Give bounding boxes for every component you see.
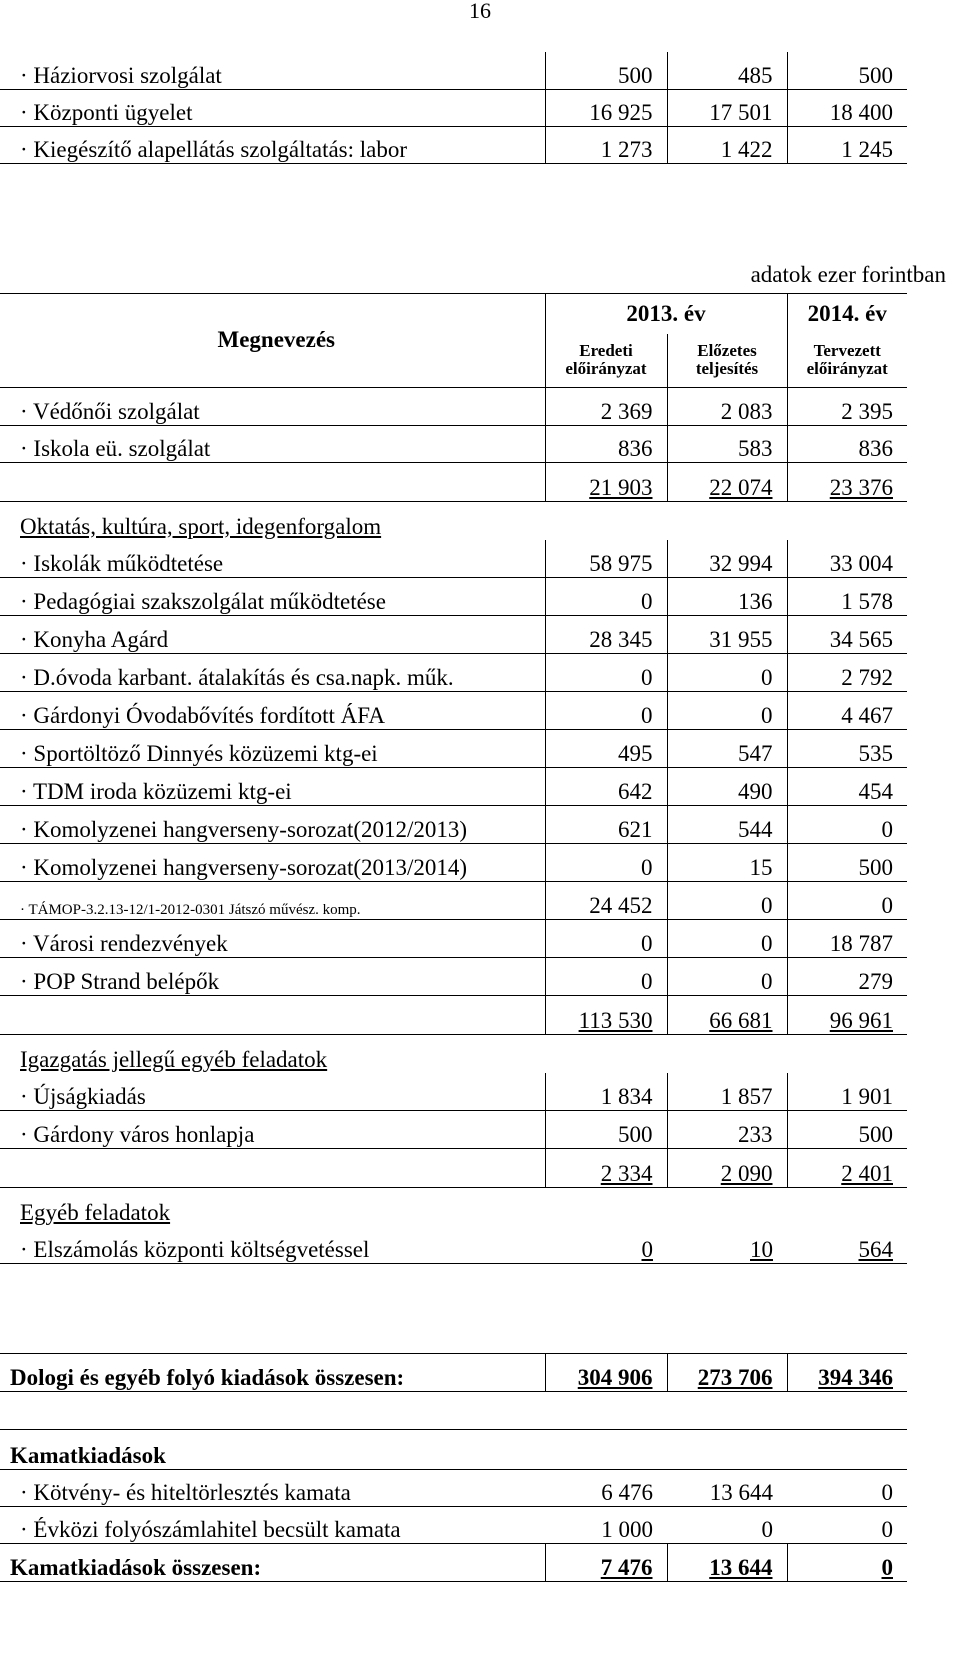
cell-v1: 58 975 (545, 540, 667, 578)
table-row (0, 1226, 907, 1264)
cell-v1: 642 (545, 768, 667, 806)
cell-v2: 31 955 (667, 616, 787, 654)
cell-v1: 6 476 (545, 1470, 667, 1507)
page-number: 16 (469, 0, 491, 23)
row-label: Oktatás, kultúra, sport, idegenforgalom (0, 502, 545, 540)
cell-v2 (667, 1392, 787, 1430)
cell-v1: 113 530 (545, 996, 667, 1035)
table-row (0, 1149, 907, 1188)
cell-v3: 500 (787, 52, 907, 89)
row-label: Kamatkiadások összesen: (0, 1544, 545, 1582)
cell-v3: 0 (787, 1470, 907, 1507)
cell-v2: 2 083 (667, 388, 787, 426)
cell-v2: 583 (667, 426, 787, 463)
row-label: · POP Strand belépők (0, 958, 545, 996)
row-label: · D.óvoda karbant. átalakítás és csa.napk. műk. (0, 654, 545, 692)
cell-v3: 500 (787, 844, 907, 882)
table-row (0, 1188, 907, 1226)
cell-v1: 21 903 (545, 463, 667, 502)
table-row (0, 1507, 907, 1544)
table-row (0, 540, 907, 578)
cell-v1: 0 (545, 920, 667, 958)
cell-v3: 0 (787, 806, 907, 844)
cell-v2: 13 644 (667, 1470, 787, 1507)
cell-v2: 2 090 (667, 1149, 787, 1188)
table-row (0, 1035, 907, 1073)
table-row (0, 844, 907, 882)
row-label: · Iskola eü. szolgálat (0, 426, 545, 463)
cell-v1: 2 334 (545, 1149, 667, 1188)
cell-v1: 1 000 (545, 1507, 667, 1544)
cell-v3: 18 787 (787, 920, 907, 958)
row-label (0, 463, 545, 502)
cell-v1: 0 (545, 958, 667, 996)
cell-v3: 0 (787, 1544, 907, 1582)
cell-v1: 500 (545, 52, 667, 89)
cell-v2: 22 074 (667, 463, 787, 502)
cell-v3: 500 (787, 1111, 907, 1149)
row-label: · Iskolák működtetése (20, 551, 224, 576)
cell-v3 (787, 1188, 907, 1226)
cell-v2: 0 (667, 654, 787, 692)
cell-v2: 547 (667, 730, 787, 768)
header-name: Megnevezés (0, 294, 545, 388)
row-label: · Elszámolás központi költségvetéssel (20, 1237, 370, 1262)
table-row (0, 654, 907, 692)
table-row (0, 996, 907, 1035)
cell-v2: 10 (750, 1237, 773, 1262)
table-row (0, 1392, 907, 1430)
cell-v2: 32 994 (667, 540, 787, 578)
cell-v1: 495 (545, 730, 667, 768)
row-label (0, 1149, 545, 1188)
row-label: · Újságkiadás (20, 1084, 146, 1109)
cell-v1: 1 834 (545, 1073, 667, 1111)
cell-v1: 621 (545, 806, 667, 844)
table-row (0, 920, 907, 958)
cell-v2: 490 (667, 768, 787, 806)
table-row (0, 1354, 907, 1392)
cell-v1: 0 (545, 654, 667, 692)
cell-v2 (667, 1430, 787, 1470)
header-col2: Előzetes teljesítés (667, 334, 787, 388)
cell-v2: 0 (667, 920, 787, 958)
row-label: · Konyha Agárd (0, 616, 545, 654)
cell-v1: 0 (545, 692, 667, 730)
cell-v1: 836 (545, 426, 667, 463)
cell-v1: 0 (641, 1237, 653, 1262)
table-health-services (0, 52, 907, 164)
cell-v3: 279 (787, 958, 907, 996)
row-label: · Pedagógiai szakszolgálat működtetése (0, 578, 545, 616)
cell-v2 (667, 1264, 787, 1354)
cell-v1: 1 273 (545, 126, 667, 163)
cell-v3: 33 004 (787, 540, 907, 578)
row-label: Kamatkiadások (0, 1430, 545, 1470)
table-row (0, 1544, 907, 1582)
row-label: · Komolyzenei hangverseny-sorozat(2012/2013) (0, 806, 545, 844)
cell-v1: 304 906 (545, 1354, 667, 1392)
cell-v3: 4 467 (787, 692, 907, 730)
cell-v2: 15 (667, 844, 787, 882)
cell-v3 (787, 502, 907, 540)
cell-v3: 0 (787, 1507, 907, 1544)
row-label: Dologi és egyéb folyó kiadások összesen: (0, 1354, 545, 1392)
cell-v2: 13 644 (667, 1544, 787, 1582)
cell-v1: 7 476 (545, 1544, 667, 1582)
header-year-2013: 2013. év (545, 294, 787, 334)
cell-v1: 16 925 (545, 89, 667, 126)
cell-v3 (787, 1035, 907, 1073)
cell-v3: 454 (787, 768, 907, 806)
cell-v2: 1 422 (667, 126, 787, 163)
cell-v3: 836 (787, 426, 907, 463)
cell-v2: 136 (667, 578, 787, 616)
cell-v1 (545, 1392, 667, 1430)
table-row (0, 426, 907, 463)
table-row (0, 52, 907, 89)
table-row (0, 730, 907, 768)
header-col1: Eredeti előirányzat (545, 334, 667, 388)
row-label: · Központi ügyelet (0, 89, 545, 126)
cell-v1 (545, 1430, 667, 1470)
cell-v1 (545, 1188, 667, 1226)
cell-v1: 500 (545, 1111, 667, 1149)
row-label: · Kötvény- és hiteltörlesztés kamata (0, 1470, 545, 1507)
table-row (0, 89, 907, 126)
unit-label: adatok ezer forintban (750, 262, 946, 287)
cell-v2: 544 (667, 806, 787, 844)
cell-v1 (545, 1035, 667, 1073)
cell-v3: 1 901 (787, 1073, 907, 1111)
cell-v2: 66 681 (667, 996, 787, 1035)
cell-v3: 23 376 (787, 463, 907, 502)
cell-v1: 28 345 (545, 616, 667, 654)
cell-v1: 0 (545, 844, 667, 882)
table-row (0, 692, 907, 730)
cell-v3: 2 401 (787, 1149, 907, 1188)
header-year-2014: 2014. év (787, 294, 907, 334)
cell-v2: 0 (667, 882, 787, 920)
row-label (0, 1264, 545, 1354)
cell-v3: 535 (787, 730, 907, 768)
row-label: · TÁMOP-3.2.13-12/1-2012-0301 Játszó művész. komp. (0, 882, 545, 920)
cell-v2: 233 (667, 1111, 787, 1149)
cell-v3: 564 (858, 1237, 893, 1262)
cell-v2: 485 (667, 52, 787, 89)
cell-v1 (545, 1264, 667, 1354)
row-label: · Évközi folyószámlahitel becsült kamata (0, 1507, 545, 1544)
cell-v2: 17 501 (667, 89, 787, 126)
row-label: Igazgatás jellegű egyéb feladatok (0, 1035, 545, 1073)
table-row (0, 1073, 907, 1111)
table-row (0, 463, 907, 502)
row-label: · Komolyzenei hangverseny-sorozat(2013/2014) (0, 844, 545, 882)
cell-v2: 1 857 (667, 1073, 787, 1111)
table-row (0, 1264, 907, 1354)
cell-v3 (787, 1264, 907, 1354)
row-label: · Gárdonyi Óvodabővítés fordított ÁFA (0, 692, 545, 730)
cell-v3: 2 792 (787, 654, 907, 692)
cell-v3: 1 245 (787, 126, 907, 163)
table-row (0, 806, 907, 844)
cell-v3: 2 395 (787, 388, 907, 426)
row-label: · TDM iroda közüzemi ktg-ei (0, 768, 545, 806)
cell-v1: 0 (545, 578, 667, 616)
header-row-years (0, 294, 907, 334)
cell-v1: 2 369 (545, 388, 667, 426)
table-row (0, 616, 907, 654)
cell-v3: 34 565 (787, 616, 907, 654)
table-row (0, 1111, 907, 1149)
table-row (0, 502, 907, 540)
row-label (0, 996, 545, 1035)
cell-v3: 96 961 (787, 996, 907, 1035)
table-row (0, 126, 907, 163)
row-label: · Kiegészítő alapellátás szolgáltatás: labor (0, 126, 545, 163)
cell-v1: 24 452 (545, 882, 667, 920)
header-col3: Tervezett előirányzat (787, 334, 907, 388)
cell-v3 (787, 1392, 907, 1430)
table-row (0, 1430, 907, 1470)
cell-v2: 0 (667, 958, 787, 996)
table-row (0, 882, 907, 920)
cell-v2 (667, 1188, 787, 1226)
table-row (0, 1470, 907, 1507)
cell-v3: 18 400 (787, 89, 907, 126)
cell-v3: 0 (787, 882, 907, 920)
table-row (0, 958, 907, 996)
row-label: · Háziorvosi szolgálat (20, 62, 222, 88)
cell-v3 (787, 1430, 907, 1470)
table-row (0, 578, 907, 616)
row-label: · Sportöltöző Dinnyés közüzemi ktg-ei (0, 730, 545, 768)
cell-v2: 0 (667, 692, 787, 730)
row-label (0, 1392, 545, 1430)
table-row (0, 388, 907, 426)
row-label: · Városi rendezvények (0, 920, 545, 958)
cell-v3: 1 578 (787, 578, 907, 616)
budget-table (0, 293, 907, 1582)
cell-v1 (545, 502, 667, 540)
cell-v2: 273 706 (667, 1354, 787, 1392)
row-label: · Védőnői szolgálat (0, 388, 545, 426)
cell-v2 (667, 502, 787, 540)
row-label: · Gárdony város honlapja (0, 1111, 545, 1149)
row-label: Egyéb feladatok (0, 1188, 545, 1226)
cell-v2: 0 (667, 1507, 787, 1544)
cell-v3: 394 346 (787, 1354, 907, 1392)
cell-v2 (667, 1035, 787, 1073)
table-row (0, 768, 907, 806)
